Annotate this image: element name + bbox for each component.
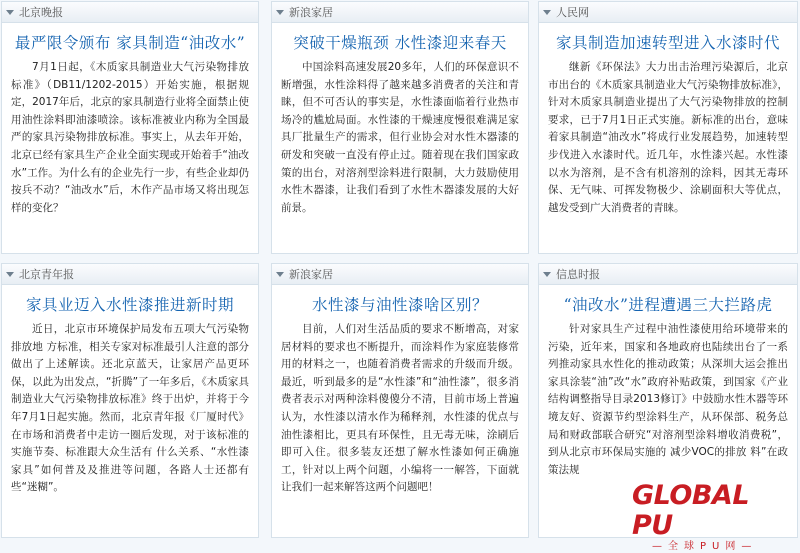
article-source: 北京晚报 <box>19 6 63 19</box>
watermark-brand: GLOBAL PU <box>632 480 750 541</box>
triangle-icon <box>543 272 551 277</box>
article-card[interactable] <box>271 263 529 538</box>
article-summary: 中国涂料高速发展20多年，人们的环保意识不断增强，水性涂料得了越来越多消费者的关注和青睐，但不可否认的事实是，水性漆面临着行业热市场冷的尴尬局面。水性漆的干燥速度慢很难满足家具厂批量生产的需求，但行业协会对水性木器漆的研发和突破一直没有停止过。随着现在我们国家政策的出台，对溶剂型涂料进行限制，大力鼓励使用水性木器漆，让我们看到了水性木器漆发展的大好前景。 <box>281 61 519 214</box>
article-source: 新浪家居 <box>289 6 333 19</box>
article-title[interactable]: 突破干燥瓶颈 水性漆迎来春天 <box>293 34 507 52</box>
article-card[interactable] <box>538 1 798 254</box>
article-summary: 针对家具生产过程中油性漆使用给环境带来的污染，近年来，国家和各地政府也陆续出台了一系列推动家具水性化的推动政策；从深圳大运会推出家具涂装“油”改“水”政府补贴政策，到国家《产业结构调整指导目录2013修订》中鼓励水性木器等环境友好、资源节约型涂料生产，从环保部、税务总局和财政部联合研究“对溶剂型涂料增收消费税”，到从北京市环保局实施的 减少VOC的排放 料”在政策法规 <box>548 323 788 476</box>
card-header <box>2 2 258 23</box>
article-title[interactable]: 家具制造加速转型进入水漆时代 <box>555 34 780 52</box>
article-summary: 近日，北京市环境保护局发布五项大气污染物排放地 方标准，相关专家对标准最引人注意的部分做出了上述解读。还北京蓝天，让家居产品更环保，以此为出发点，“折腾”了一年多后，《木质家具制造业大气污染物排放标准》终于出炉，并将于今年7月1日起实施。然而，北京青年报《厂厦时代》在市场和消费者中走访一圈后发现，对于该标准的实施节奏、标准跟大众生活有 什么关系、“水性漆家具”如何普及及推进等问题，各路人士还都有些“迷糊”。 <box>11 323 249 494</box>
triangle-icon <box>6 272 14 277</box>
card-header <box>539 264 797 285</box>
article-card[interactable] <box>1 1 259 254</box>
card-header <box>2 264 258 285</box>
card-header <box>272 264 528 285</box>
triangle-icon <box>543 10 551 15</box>
article-card[interactable] <box>1 263 259 538</box>
article-title[interactable]: 家具业迈入水性漆推进新时期 <box>25 296 234 314</box>
triangle-icon <box>276 272 284 277</box>
triangle-icon <box>6 10 14 15</box>
article-source: 信息时报 <box>556 268 600 281</box>
article-source: 北京青年报 <box>19 268 74 281</box>
article-summary: 目前，人们对生活品质的要求不断增高，对家居材料的要求也不断提升，而涂料作为家庭装修常用的材料之一，也随着消费者需求的升级而升级。最近，听到最多的是“水性漆”和“油性漆”，很多消费者表示对两种涂料傻傻分不清，目前市场上普遍认为，水性漆以清水作为稀释剂，水性漆的优点与油性漆相比，更具有环保性，且无毒无味，涂刷后即可入住。很多装友还想了解水性漆如何正确施工，针对以上两个问题，小编将一一解答，下面就让我们一起来解答这两个问题吧！ <box>281 323 519 494</box>
watermark-logo <box>632 480 794 552</box>
article-summary: 继新《环保法》大力出击治理污染源后，北京市出台的《木质家具制造业大气污染物排放标准》，针对木质家具制造业提出了大气污染物排放的控制要求，已于7月1日正式实施。新标准的出台，意味着家具制造“油改水”将成行业发展趋势，加速转型步伐进入水漆时代。近几年，水性漆兴起。水性漆以水为溶剂，是不含有机溶剂的涂料，因其无毒环保、无气味、可挥发物极少、涂刷面积大等优点，越发受到广大消费者的青睐。 <box>548 61 788 214</box>
watermark-tagline: —全球PU网— <box>652 541 758 552</box>
article-source: 新浪家居 <box>289 268 333 281</box>
article-source: 人民网 <box>556 6 589 19</box>
card-header <box>539 2 797 23</box>
article-card[interactable] <box>271 1 529 254</box>
article-title[interactable]: 最严限令颁布 家具制造“油改水” <box>14 34 246 52</box>
card-header <box>272 2 528 23</box>
triangle-icon <box>276 10 284 15</box>
article-title[interactable]: 水性漆与油性漆啥区别？ <box>311 296 488 314</box>
article-summary: 7月1日起，《木质家具制造业大气污染物排放标准》（DB11/1202-2015）开始实施，根据规定，2017年后，北京的家具制造行业将全面禁止使用油性涂料即油漆喷涂。该标准被业内称为全国最严的家具污染物排放标准。事实上，从去年开始，北京已经有家具生产企业全面实现或开始着手“油改水”工作。为什么有的企业先行一步，有些企业却仍按兵不动？“油改水”后，木作产品市场又将出现怎样的变化？ <box>11 61 249 214</box>
article-title[interactable]: “油改水”进程遭遇三大拦路虎 <box>563 296 773 314</box>
